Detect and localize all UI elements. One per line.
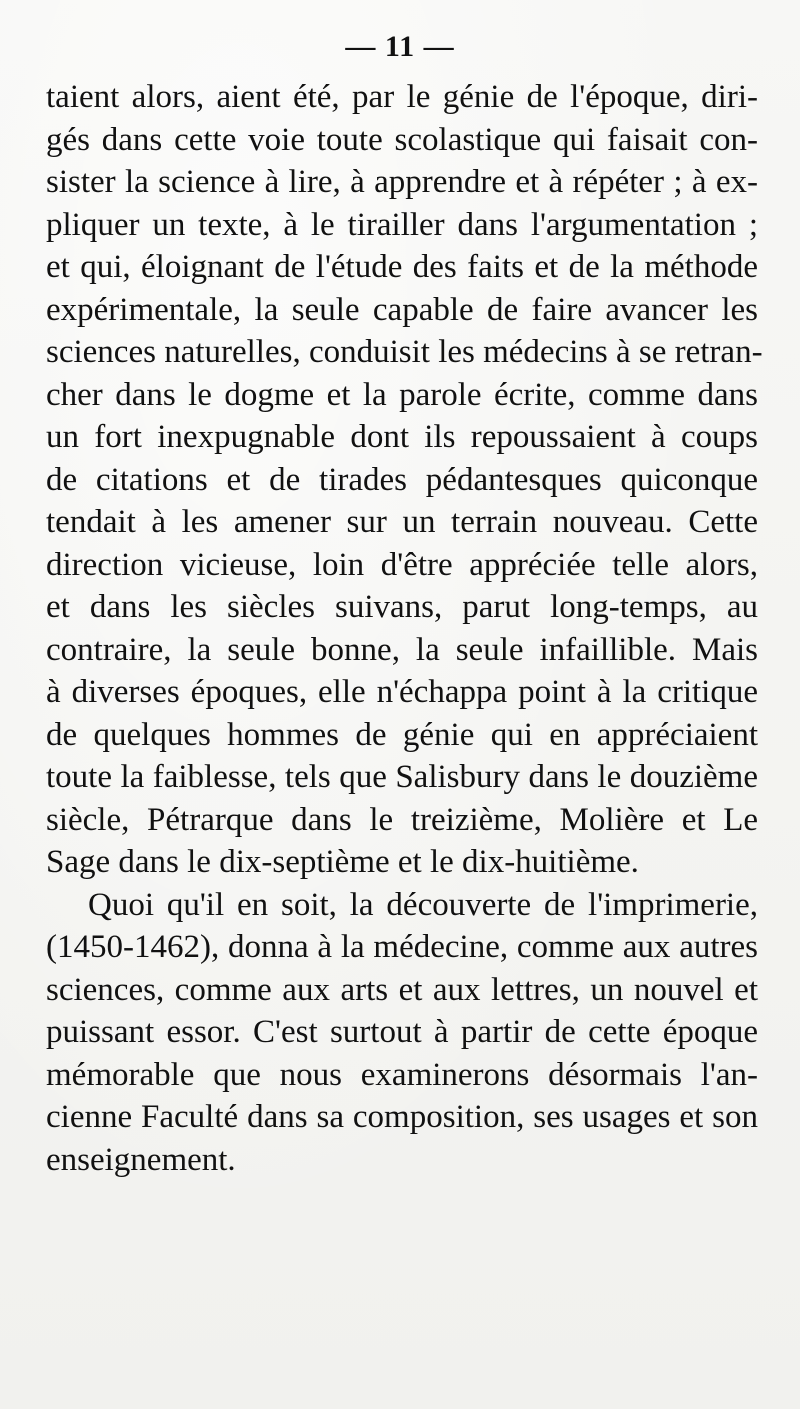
text-line: à diverses époques, elle n'échappa point à la critique — [46, 674, 758, 710]
text-line: toute la faiblesse, tels que Salisbury dans le douzième — [46, 759, 758, 795]
text-line: cienne Faculté dans sa composition, ses usages et son — [46, 1099, 758, 1135]
text-line: cher dans le dogme et la parole écrite, comme dans — [46, 376, 758, 413]
text-line: Quoi qu'il en soit, la découverte de l'imprimerie, — [88, 886, 758, 923]
text-line: et qui, éloignant de l'étude des faits et de la méthode — [46, 249, 758, 285]
text-line: expérimentale, la seule capable de faire avancer les — [46, 291, 758, 328]
text-line: Sage dans le dix-septième et le dix-huitième. — [46, 844, 639, 880]
text-line: (1450-1462), donna à la médecine, comme aux autres — [46, 929, 758, 965]
text-line: tendait à les amener sur un terrain nouveau. Cette — [46, 504, 758, 540]
text-line: pliquer un texte, à le tirailler dans l'argumentation ; — [46, 206, 758, 243]
text-line: enseignement. — [46, 1141, 236, 1178]
text-line: gés dans cette voie toute scolastique qui faisait con- — [46, 121, 758, 158]
text-line: et dans les siècles suivans, parut long-temps, au — [46, 589, 758, 625]
page-number: — 11 — — [345, 30, 455, 63]
text-line: mémorable que nous examinerons désormais l'an- — [46, 1056, 758, 1093]
text-line: sister la science à lire, à apprendre et à répéter ; à ex- — [46, 164, 758, 200]
text-line: contraire, la seule bonne, la seule infaillible. Mais — [46, 631, 758, 668]
text-line: direction vicieuse, loin d'être appréciée telle alors, — [46, 546, 758, 583]
text-line: puissant essor. C'est surtout à partir de cette époque — [46, 1014, 758, 1050]
text-line: un fort inexpugnable dont ils repoussaient à coups — [46, 419, 758, 455]
body-text — [46, 76, 763, 1181]
text-line: de quelques hommes de génie qui en appréciaient — [46, 716, 758, 753]
text-line: sciences, comme aux arts et aux lettres, un nouvel et — [46, 971, 758, 1008]
text-line: sciences naturelles, conduisit les médecins à se retran- — [46, 334, 763, 370]
text-line: siècle, Pétrarque dans le treizième, Molière et Le — [46, 801, 758, 838]
text-line: taient alors, aient été, par le génie de l'époque, diri- — [46, 79, 758, 115]
paragraph-1 — [46, 76, 763, 884]
paragraph-2 — [46, 884, 758, 1182]
text-line: de citations et de tirades pédantesques quiconque — [46, 461, 758, 498]
